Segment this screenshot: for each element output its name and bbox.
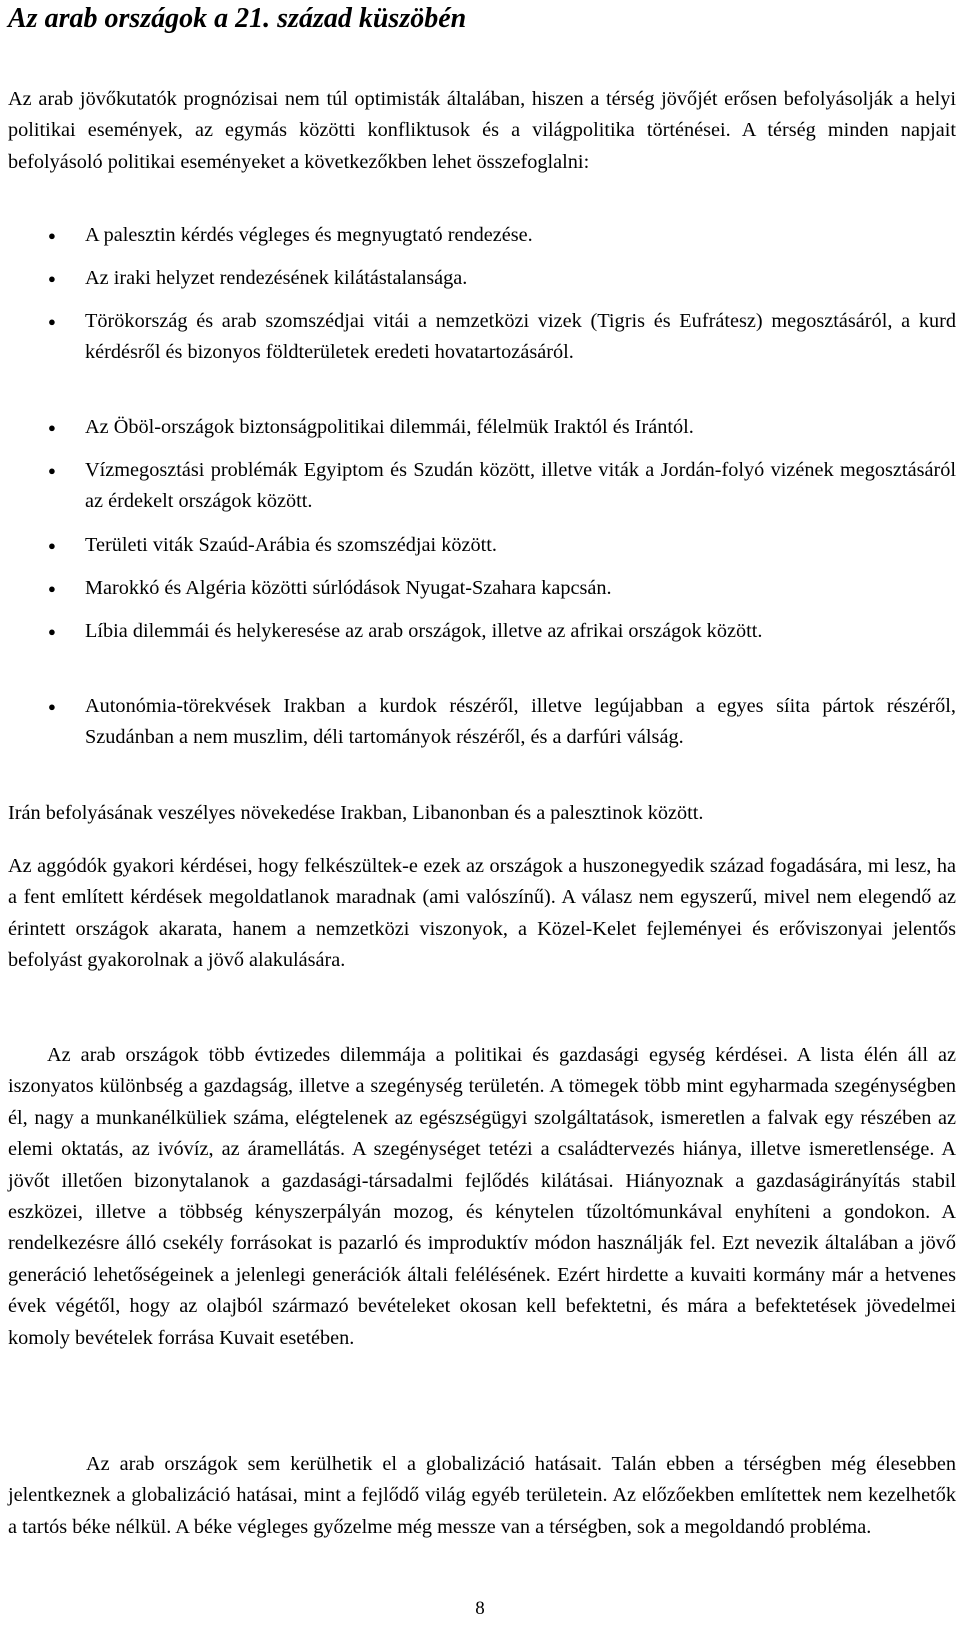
list-item-text: Az Öböl-országok biztonságpolitikai dilemmái, félelmük Iraktól és Irántól.: [85, 416, 694, 438]
list-item-text: Marokkó és Algéria közötti súrlódások Nyugat-Szahara kapcsán.: [85, 577, 612, 599]
dilemma-paragraph: Az arab országok több évtizedes dilemmája a politikai és gazdasági egység kérdései. A lista élén áll az iszonyatos különbség a gazdagság, illetve a szegénység területén. A tömegek több mint egyharmada szegénységben él, nagy a munkanélküliek száma, elégtelenek az egészségügyi szolgáltatások, ismeretlen a falvak egy részében az elemi oktatás, az ivóvíz, az áramellátás. A szegénységet tetézi a családtervezés hiánya, illetve ismeretlensége. A jövőt illetően bizonytalanok a gazdasági-társadalmi fejlődés kilátásai. Hiányoznak a gazdaságirányítás stabil eszközei, illetve a többség kényszerpályán mozog, és kénytelen tűzoltómunkával enyhíteni a gondokon. A rendelkezésre álló csekély forrásokat is pazarló és improduktív módon használják fel. Ezt nevezik általában a jövő generáció lehetőségeinek a jelenlegi generációk általi felélésének. Ezért hirdette a kuvaiti kormány már a hetvenes évek végétől, hogy az olajból származó bevételeket okosan kell befektetni, és mára a befektetések jövedelmei komoly bevételek forrása Kuvait esetében.: [8, 1044, 956, 1349]
list-item-text: A palesztin kérdés végleges és megnyugtató rendezése.: [85, 224, 533, 246]
list-item-text: Területi viták Szaúd-Arábia és szomszédjai között.: [85, 534, 497, 556]
list-item: [8, 306, 956, 369]
list-item: [8, 691, 956, 754]
page-number: 8: [475, 1598, 485, 1619]
globalization-paragraph: Az arab országok sem kerülhetik el a globalizáció hatásait. Talán ebben a térségben még élesebben jelentkeznek a globalizáció hatásai, mint a fejlődő világ egyéb területein. Az előzőekben említettek nem kezelhetők a tartós béke nélkül. A béke végleges győzelme még messze van a térségben, sok a megoldandó probléma.: [8, 1453, 956, 1538]
list-item: [8, 220, 956, 251]
list-item-text: Autonómia-törekvések Irakban a kurdok részéről, illetve legújabban a egyes síita pártok részéről, Szudánban a nem muszlim, déli tartományok részéről, és a darfúri válság.: [85, 695, 956, 749]
bullet-icon: ●: [48, 581, 56, 596]
bullet-icon: ●: [48, 624, 56, 639]
bullet-icon: ●: [48, 538, 56, 553]
list-item-text: Vízmegosztási problémák Egyiptom és Szudán között, illetve viták a Jordán-folyó vizének megosztásáról az érdekelt országok között.: [85, 459, 956, 513]
list-item-text: Törökország és arab szomszédjai vitái a nemzetközi vizek (Tigris és Eufrátesz) megosztásáról, a kurd kérdésről és bizonyos földterületek eredeti hovatartozásáról.: [85, 310, 956, 364]
list-item: [8, 616, 956, 647]
list-item: [8, 573, 956, 604]
list-item: [8, 455, 956, 518]
bullet-icon: ●: [48, 228, 56, 243]
intro-paragraph: Az arab jövőkutatók prognózisai nem túl optimisták általában, hiszen a térség jövőjét erősen befolyásolják a helyi politikai események, az egymás közötti konfliktusok és a világpolitika történései. A térség minden napjait befolyásoló politikai eseményeket a következőkben lehet összefoglalni:: [8, 88, 956, 173]
list-item-text: Líbia dilemmái és helykeresése az arab országok, illetve az afrikai országok között.: [85, 620, 763, 642]
page-title: Az arab országok a 21. század küszöbén: [8, 3, 467, 34]
bullet-icon: ●: [48, 699, 56, 714]
bullet-icon: ●: [48, 463, 56, 478]
bullet-icon: ●: [48, 420, 56, 435]
bullet-icon: ●: [48, 314, 56, 329]
bullet-icon: ●: [48, 271, 56, 286]
worried-paragraph: Az aggódók gyakori kérdései, hogy felkészültek-e ezek az országok a huszonegyedik század fogadására, mi lesz, ha a fent említett kérdések megoldatlanok maradnak (ami valószínű). A válasz nem egyszerű, mivel nem elegendő az érintett országok akarata, hanem a nemzetközi viszonyok, a Közel-Kelet fejleményei és erőviszonyai jelentős befolyást gyakorolnak a jövő alakulására.: [8, 855, 956, 972]
list-item: [8, 263, 956, 294]
list-item: [8, 412, 956, 443]
list-item-text: Az iraki helyzet rendezésének kilátástalansága.: [85, 267, 468, 289]
iran-paragraph: Irán befolyásának veszélyes növekedése Irakban, Libanonban és a palesztinok között.: [8, 802, 704, 824]
list-item: [8, 530, 956, 561]
